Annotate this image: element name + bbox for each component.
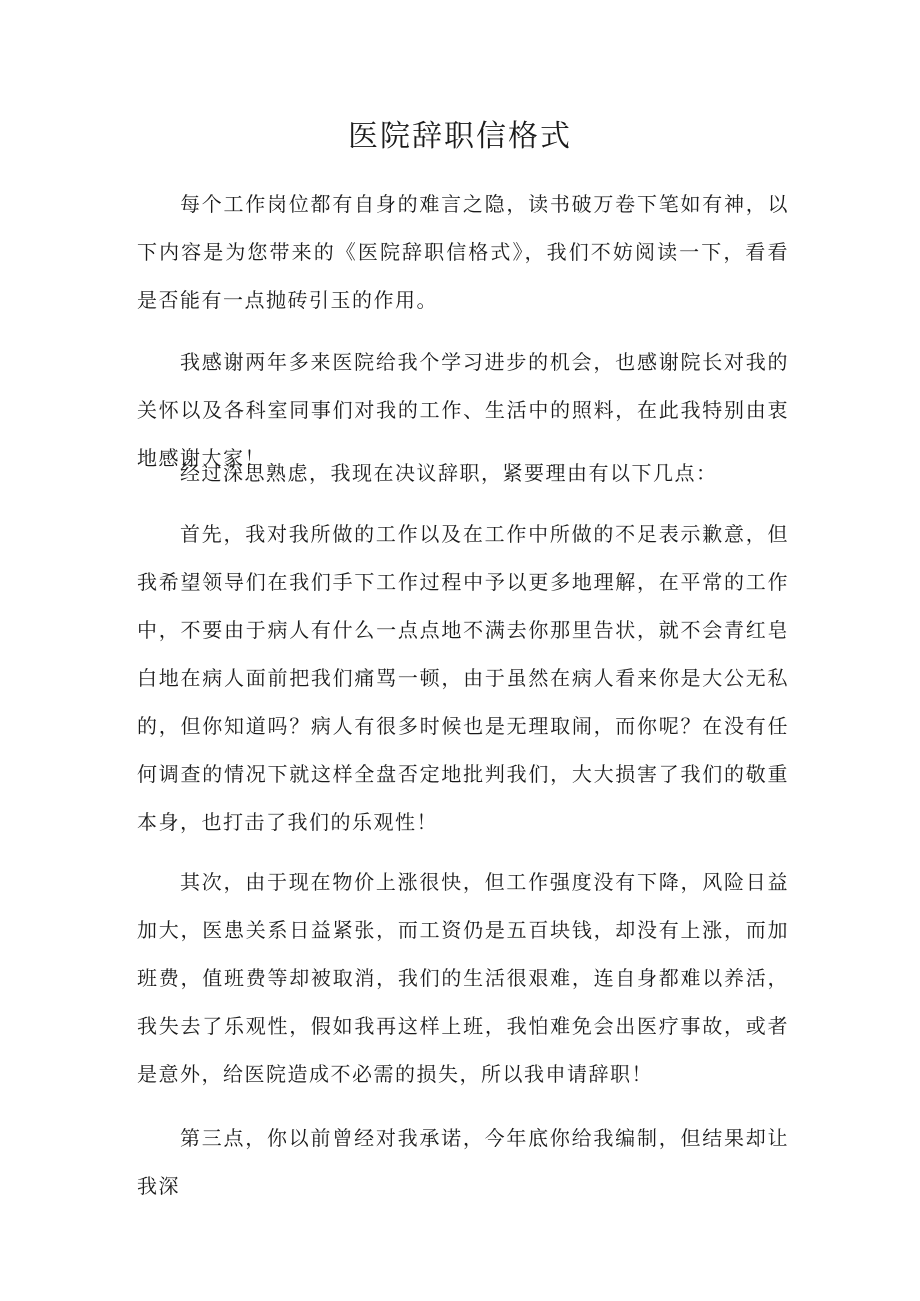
- paragraph-reason-third: 第三点，你以前曾经对我承诺，今年底你给我编制，但结果却让我深: [137, 1126, 789, 1198]
- document-title: 医院辞职信格式: [348, 119, 572, 154]
- paragraph-reason-first: 首先，我对我所做的工作以及在工作中所做的不足表示歉意，但我希望领导们在我们手下工作过程中予以更多地理解，在平常的工作中，不要由于病人有什么一点点地不满去你那里告状，就不会青红皂白地在病人面前把我们痛骂一顿，由于虽然在病人看来你是大公无私的，但你知道吗？病人有很多时候也是无理取闹，而你呢？在没有任何调查的情况下就这样全盘否定地批判我们，大大损害了我们的敬重本身，也打击了我们的乐观性！: [137, 522, 789, 834]
- paragraph-intro: 每个工作岗位都有自身的难言之隐，读书破万卷下笔如有神，以下内容是为您带来的《医院辞职信格式》，我们不妨阅读一下，看看是否能有一点抛砖引玉的作用。: [137, 192, 789, 312]
- paragraph-decision: 经过深思熟虑，我现在决议辞职，紧要理由有以下几点：: [180, 461, 718, 485]
- paragraph-reason-second: 其次，由于现在物价上涨很快，但工作强度没有下降，风险日益加大，医患关系日益紧张，而工资仍是五百块钱，却没有上涨，而加班费，值班费等却被取消，我们的生活很艰难，连自身都难以养活，我失去了乐观性，假如我再这样上班，我怕难免会出医疗事故，或者是意外，给医院造成不必需的损失，所以我申请辞职！: [137, 870, 789, 1086]
- paragraph-thanks: 我感谢两年多来医院给我个学习进步的机会，也感谢院长对我的关怀以及各科室同事们对我的工作、生活中的照料，在此我特别由衷地感谢大家！: [137, 350, 789, 470]
